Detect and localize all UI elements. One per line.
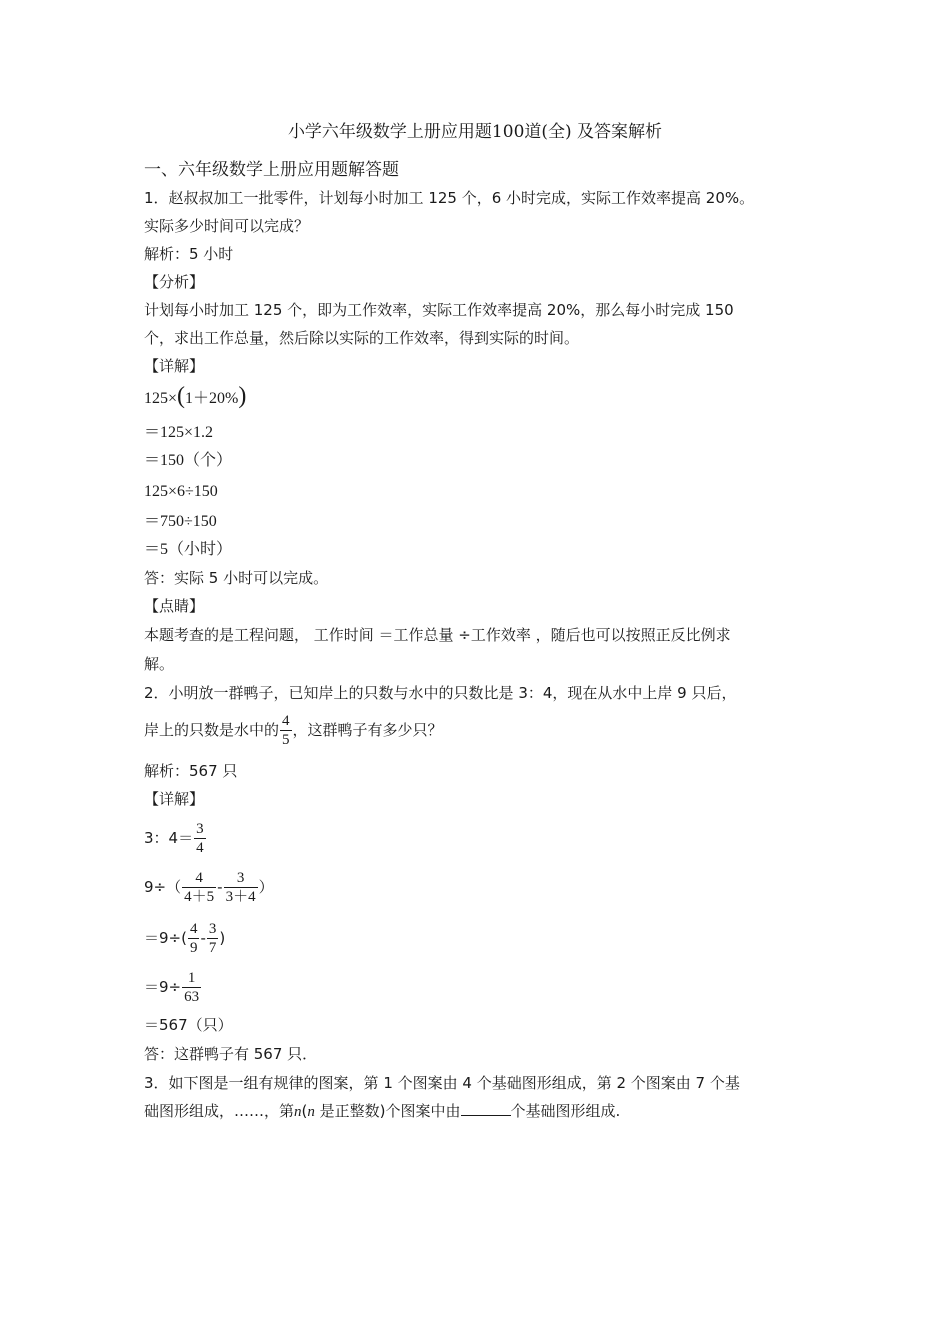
- q1-step1-inner: 1＋20%: [185, 390, 239, 407]
- fraction-denominator: 5: [282, 732, 290, 748]
- q3-text-line2: [144, 1101, 620, 1122]
- q3-line2-paren: (: [301, 1102, 308, 1120]
- fraction-denominator: 3＋4: [225, 889, 256, 905]
- q1-step1-paren-open: (: [177, 383, 186, 409]
- q1-final-answer: 答：实际 5 小时可以完成。: [144, 569, 329, 587]
- q2-text-line2: [144, 710, 443, 750]
- q1-analysis-line2: 个，求出工作总量，然后除以实际的工作效率，得到实际的时间。: [144, 329, 580, 347]
- q2-line2-prefix: 岸上的只数是水中的: [144, 721, 280, 739]
- q2-step1-prefix: 3：4＝: [144, 829, 194, 847]
- q1-step2: ＝125×1.2: [144, 424, 214, 441]
- q3-line2-suffix: 个基础图形组成.: [510, 1102, 621, 1120]
- q2-step3-fraction1: [188, 920, 200, 957]
- q2-step3-suffix: ): [219, 929, 226, 947]
- q3-line2-middle: 是正整数)个图案中由: [314, 1102, 461, 1120]
- q2-step3-minus: -: [200, 929, 206, 947]
- q1-analysis-tag: 【分析】: [144, 273, 205, 291]
- q2-step4-fraction: [182, 969, 201, 1006]
- q1-step1-prefix: 125×: [144, 390, 178, 407]
- q1-step6: ＝5（小时）: [144, 541, 233, 558]
- q2-step3: [144, 918, 225, 958]
- q1-text-line2: 实际多少时间可以完成？: [144, 217, 310, 235]
- section-heading: 一、六年级数学上册应用题解答题: [144, 160, 399, 180]
- fraction-numerator: 1: [182, 969, 201, 988]
- q3-variable-n-2: n: [307, 1104, 315, 1120]
- q2-step2-suffix: ）: [258, 878, 274, 896]
- fraction-denominator: 4＋5: [184, 889, 215, 905]
- q1-text-line1: 1．赵叔叔加工一批零件，计划每小时加工 125 个，6 小时完成，实际工作效率提高 20%。: [144, 189, 755, 207]
- q2-step2: [144, 867, 274, 907]
- document-title: 小学六年级数学上册应用题100道(全) 及答案解析: [287, 122, 663, 142]
- fraction-denominator: 7: [208, 940, 217, 956]
- q2-step2-fraction1: [182, 869, 216, 906]
- q1-detail-tag: 【详解】: [144, 357, 205, 375]
- q1-answer: 解析：5 小时: [144, 245, 234, 263]
- q2-step2-prefix: 9÷（: [144, 878, 182, 896]
- q2-step5: ＝567（只）: [144, 1016, 233, 1034]
- q1-analysis-line1: 计划每小时加工 125 个，即为工作效率，实际工作效率提高 20%，那么每小时完成 150: [144, 301, 734, 319]
- fraction-numerator: 4: [282, 713, 290, 729]
- q2-answer: 解析：567 只: [144, 762, 238, 780]
- fraction-numerator: 4: [182, 869, 216, 888]
- q2-detail-tag: 【详解】: [144, 790, 205, 808]
- q1-step1-paren-close: ): [238, 383, 247, 409]
- q3-variable-n: n: [294, 1104, 302, 1120]
- q2-step1-fraction: [194, 820, 206, 857]
- fraction-denominator: 9: [189, 940, 198, 956]
- q1-step4: 125×6÷150: [144, 483, 218, 500]
- q2-step4: [144, 967, 202, 1007]
- q2-step2-fraction2: [224, 869, 258, 906]
- fraction-denominator: 4: [196, 840, 204, 856]
- q1-comment-tag: 【点睛】: [144, 597, 205, 615]
- q3-text-line1: 3．如下图是一组有规律的图案，第 1 个图案由 4 个基础图形组成，第 2 个图案由 7 个基: [144, 1074, 740, 1092]
- q1-comment-line2: 解。: [144, 655, 175, 673]
- fraction-numerator: 4: [189, 921, 198, 937]
- q2-final-answer: 答：这群鸭子有 567 只．: [144, 1045, 318, 1063]
- q2-step4-prefix: ＝9÷: [144, 978, 182, 996]
- fraction-numerator: 3: [224, 869, 258, 888]
- q2-text-line1: 2．小明放一群鸭子，已知岸上的只数与水中的只数比是 3：4，现在从水中上岸 9 只后，: [144, 684, 737, 702]
- q2-step3-prefix: ＝9÷(: [144, 929, 187, 947]
- q1-step3: ＝150（个）: [144, 452, 233, 469]
- fraction-numerator: 3: [196, 821, 204, 837]
- q2-fraction-four-fifths: [280, 712, 292, 749]
- q1-step5: ＝750÷150: [144, 513, 217, 530]
- q2-step2-minus: -: [217, 878, 223, 896]
- answer-blank: [461, 1101, 511, 1116]
- q1-comment-line1: 本题考查的是工程问题， 工作时间 ＝工作总量 ÷工作效率 ，随后也可以按照正反比例求: [144, 626, 731, 644]
- q2-step3-fraction2: [207, 920, 219, 957]
- q1-step1: [144, 382, 246, 413]
- q2-step1: [144, 818, 207, 858]
- fraction-numerator: 3: [208, 921, 217, 937]
- q2-line2-suffix: ，这群鸭子有多少只？: [292, 721, 443, 739]
- fraction-denominator: 63: [184, 989, 200, 1005]
- q3-line2-prefix: 础图形组成，……，第: [144, 1102, 295, 1120]
